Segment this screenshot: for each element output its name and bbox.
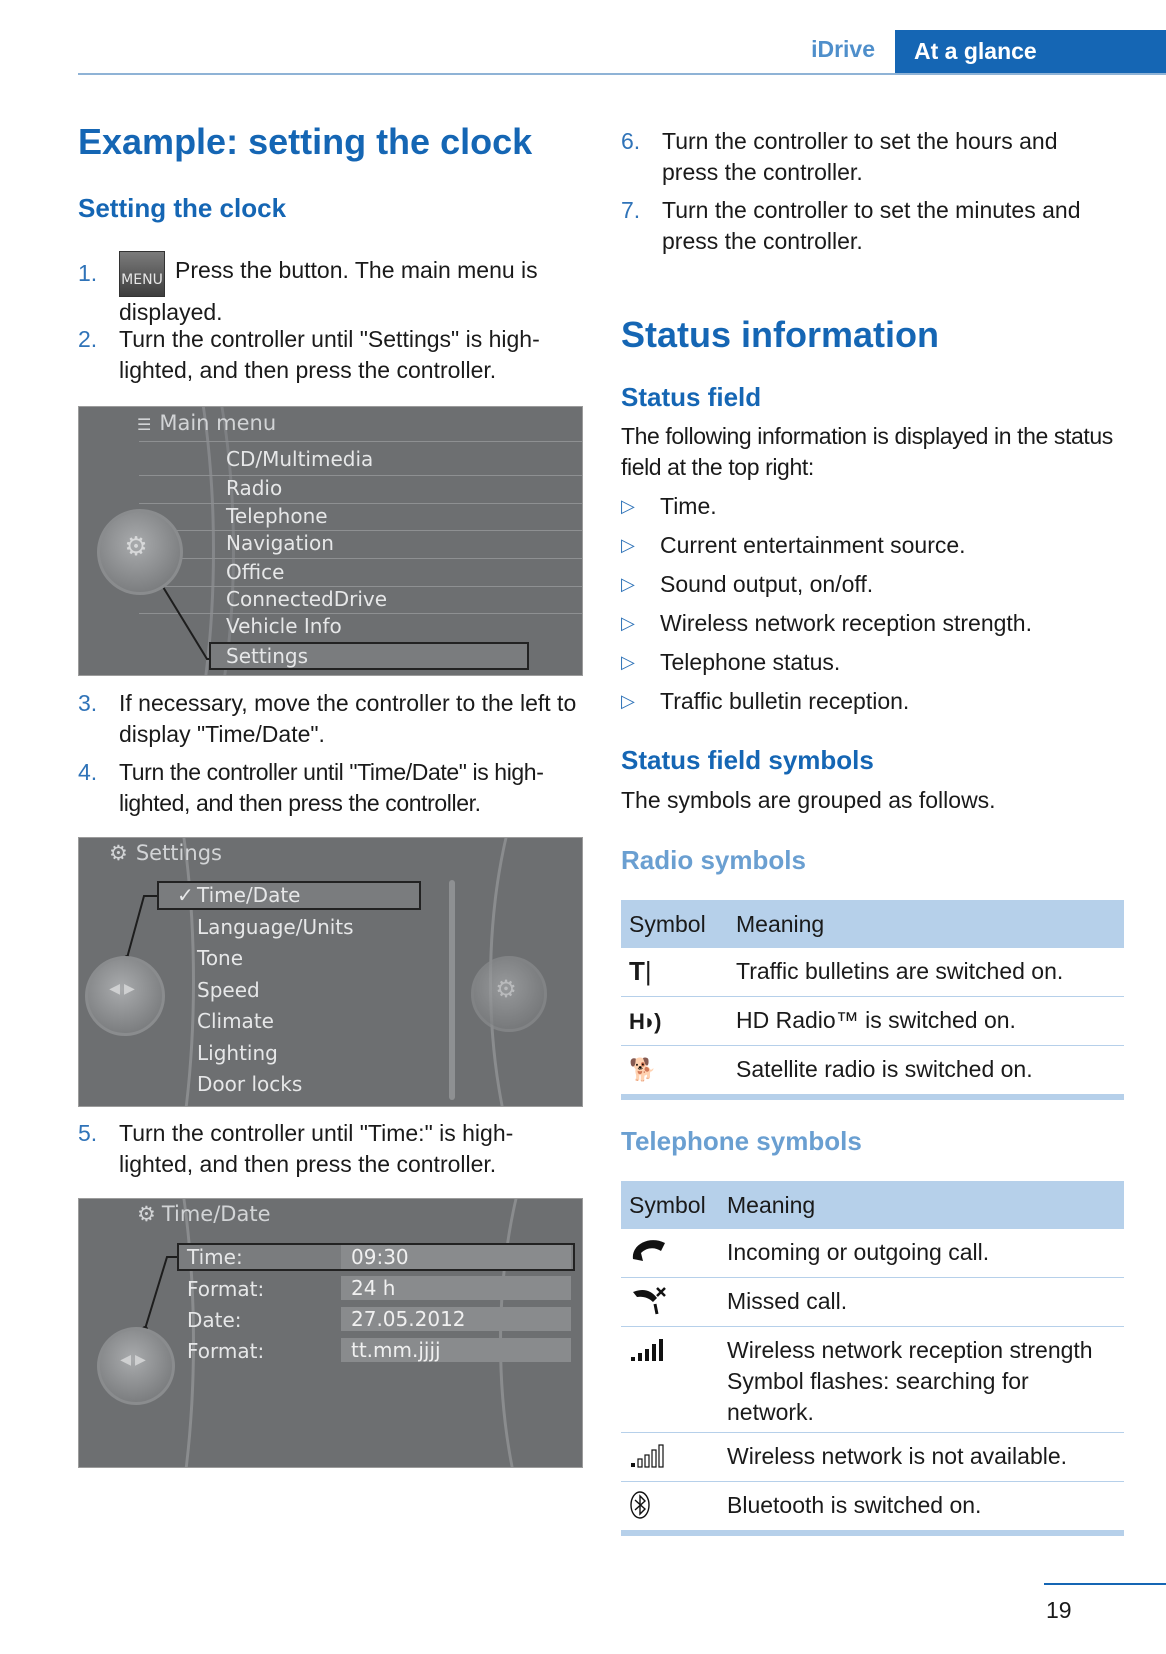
step-text: If necessary, move the controller to the left to display "Time/Date". <box>119 690 577 747</box>
bullet-item <box>621 608 1121 639</box>
table-row <box>621 997 1124 1046</box>
bullet-text: Sound output, on/off. <box>660 571 874 597</box>
step-6 <box>621 126 1101 188</box>
triangle-bullet-icon: ▷ <box>621 691 635 711</box>
screen-time-date <box>78 1198 583 1468</box>
menu-item: CD/Multimedia <box>226 447 374 471</box>
page-number: 19 <box>1046 1597 1072 1623</box>
field-label: Time: <box>187 1245 243 1269</box>
field-label: Format: <box>187 1339 265 1363</box>
menu-item: Vehicle Info <box>226 614 342 638</box>
gear-icon: ⚙ <box>124 531 148 561</box>
menu-item: Door locks <box>197 1072 303 1096</box>
section-heading-status-field-symbols: Status field symbols <box>621 745 874 775</box>
signal-strength-icon <box>629 1337 669 1371</box>
step-number: 2. <box>78 326 98 352</box>
step-number: 6. <box>621 128 641 154</box>
bullet-item <box>621 686 1121 717</box>
table-header <box>621 1181 1124 1229</box>
table-row <box>621 948 1124 997</box>
step-2 <box>78 324 578 386</box>
bullet-text: Traffic bulletin reception. <box>660 688 910 714</box>
triangle-bullet-icon: ▷ <box>621 535 635 555</box>
table-row <box>621 1482 1124 1530</box>
symbols-intro: The symbols are grouped as follows. <box>621 787 996 813</box>
header-section: iDrive <box>811 36 875 62</box>
gear-icon: ⚙ <box>495 976 517 1003</box>
menu-item: Office <box>226 560 285 584</box>
bullet-item <box>621 491 1121 522</box>
menu-item-selected: ✓ Time/Date <box>177 883 301 907</box>
menu-item: Radio <box>226 476 283 500</box>
screen-main-menu <box>78 406 583 676</box>
step-text: Turn the controller until "Settings" is highlighted, and then press the controller. <box>119 326 540 383</box>
step-3 <box>78 688 578 750</box>
step-text: Turn the controller to set the hours and press the controller. <box>662 128 1058 185</box>
step-text: Turn the controller until "Time:" is highlighted, and then press the controller. <box>119 1120 514 1177</box>
step-number: 5. <box>78 1120 98 1146</box>
left-right-arrows-icon: ◀ ▶ <box>120 1351 146 1367</box>
table-row <box>621 1229 1124 1278</box>
screen-settings <box>78 837 583 1107</box>
menu-item: Language/Units <box>197 915 354 939</box>
table-row <box>621 1046 1124 1094</box>
bluetooth-icon <box>629 1490 651 1528</box>
satellite-radio-icon: 🐕 <box>629 1057 657 1082</box>
checkmark-icon: ✓ <box>177 883 194 907</box>
field-value: 09:30 <box>341 1245 571 1269</box>
page-title: Example: setting the clock <box>78 121 533 162</box>
triangle-bullet-icon: ▷ <box>621 574 635 594</box>
triangle-bullet-icon: ▷ <box>621 496 635 516</box>
menu-item-selected: Settings <box>226 644 309 668</box>
row-meaning: HD Radio™ is switched on. <box>736 1007 1016 1033</box>
row-meaning: Incoming or outgoing call. <box>727 1239 990 1265</box>
step-1 <box>78 255 578 328</box>
bullet-text: Telephone status. <box>660 649 841 675</box>
section-heading-telephone-symbols: Telephone symbols <box>621 1126 862 1156</box>
row-meaning: Missed call. <box>727 1288 848 1314</box>
header-tab: At a glance <box>895 30 1166 75</box>
bullet-text: Time. <box>660 493 717 519</box>
step-text: Turn the controller until "Time/Date" is highlighted, and then press the controller. <box>119 759 544 816</box>
step-number: 4. <box>78 759 98 785</box>
bullet-text: Wireless network reception strength. <box>660 610 1032 636</box>
screen-title: ☰ Main menu <box>137 411 277 435</box>
menu-item: ConnectedDrive <box>226 587 388 611</box>
step-text: Turn the controller to set the minutes and press the controller. <box>662 197 1081 254</box>
status-field-intro: The following information is displayed in the status field at the top right: <box>621 423 1113 480</box>
bullet-text: Current entertainment source. <box>660 532 966 558</box>
step-number: 3. <box>78 690 98 716</box>
menu-list-icon: ☰ <box>137 415 152 434</box>
step-number: 1. <box>78 260 98 286</box>
step-number: 7. <box>621 197 641 223</box>
missed-call-icon <box>629 1284 669 1326</box>
column-header-meaning: Meaning <box>736 911 825 937</box>
column-header-symbol: Symbol <box>629 1192 706 1218</box>
menu-item: Telephone <box>226 504 328 528</box>
step-4 <box>78 757 578 819</box>
column-header-meaning: Meaning <box>727 1192 816 1218</box>
triangle-bullet-icon: ▷ <box>621 613 635 633</box>
bullet-item <box>621 569 1121 600</box>
row-meaning: Wireless network is not available. <box>727 1443 1068 1469</box>
field-value: tt.mm.jjjj <box>341 1338 571 1362</box>
row-meaning: Satellite radio is switched on. <box>736 1056 1033 1082</box>
header-rule <box>78 73 1166 75</box>
table-end-rule <box>621 1094 1124 1100</box>
screen-title: ⚙ Settings <box>109 841 222 865</box>
menu-button-icon: MENU <box>119 251 165 297</box>
left-right-arrows-icon: ◀ ▶ <box>109 980 135 996</box>
column-header-symbol: Symbol <box>629 911 706 937</box>
row-meaning: Wireless network reception strength Symbol flashes: searching for network. <box>727 1337 1093 1425</box>
table-row <box>621 1327 1124 1433</box>
menu-item: Speed <box>197 978 260 1002</box>
bullet-item <box>621 647 1121 678</box>
table-end-rule <box>621 1530 1124 1536</box>
gear-icon: ⚙ <box>109 841 128 865</box>
triangle-bullet-icon: ▷ <box>621 652 635 672</box>
section-heading-radio-symbols: Radio symbols <box>621 845 806 875</box>
screen-title: ⚙ Time/Date <box>137 1202 271 1226</box>
field-value: 27.05.2012 <box>341 1307 571 1331</box>
telephone-symbols-table <box>621 1181 1124 1536</box>
menu-item: Climate <box>197 1009 274 1033</box>
field-label: Date: <box>187 1308 242 1332</box>
clock-settings-icon: ⚙ <box>137 1202 156 1226</box>
phone-handset-icon <box>629 1235 669 1273</box>
radio-symbols-table <box>621 900 1124 1100</box>
no-network-icon <box>629 1443 669 1477</box>
menu-item: Lighting <box>197 1041 278 1065</box>
step-5 <box>78 1118 578 1180</box>
section-title-status-information: Status information <box>621 314 940 355</box>
row-meaning: Bluetooth is switched on. <box>727 1492 982 1518</box>
hd-radio-icon: H◗) <box>629 1009 660 1034</box>
row-meaning: Traffic bulletins are switched on. <box>736 958 1064 984</box>
field-label: Format: <box>187 1277 265 1301</box>
footer-rule <box>1044 1583 1166 1585</box>
field-value: 24 h <box>341 1276 571 1300</box>
menu-item: Navigation <box>226 531 334 555</box>
bullet-item <box>621 530 1121 561</box>
table-row <box>621 1278 1124 1327</box>
section-heading-status-field: Status field <box>621 382 762 412</box>
table-header <box>621 900 1124 948</box>
traffic-bulletin-icon: T| <box>629 956 652 986</box>
section-heading-setting-clock: Setting the clock <box>78 193 287 223</box>
step-text: Press the button. The main menu is displayed. <box>119 257 538 325</box>
menu-item: Tone <box>197 946 244 970</box>
table-row <box>621 1433 1124 1482</box>
step-7 <box>621 195 1101 257</box>
